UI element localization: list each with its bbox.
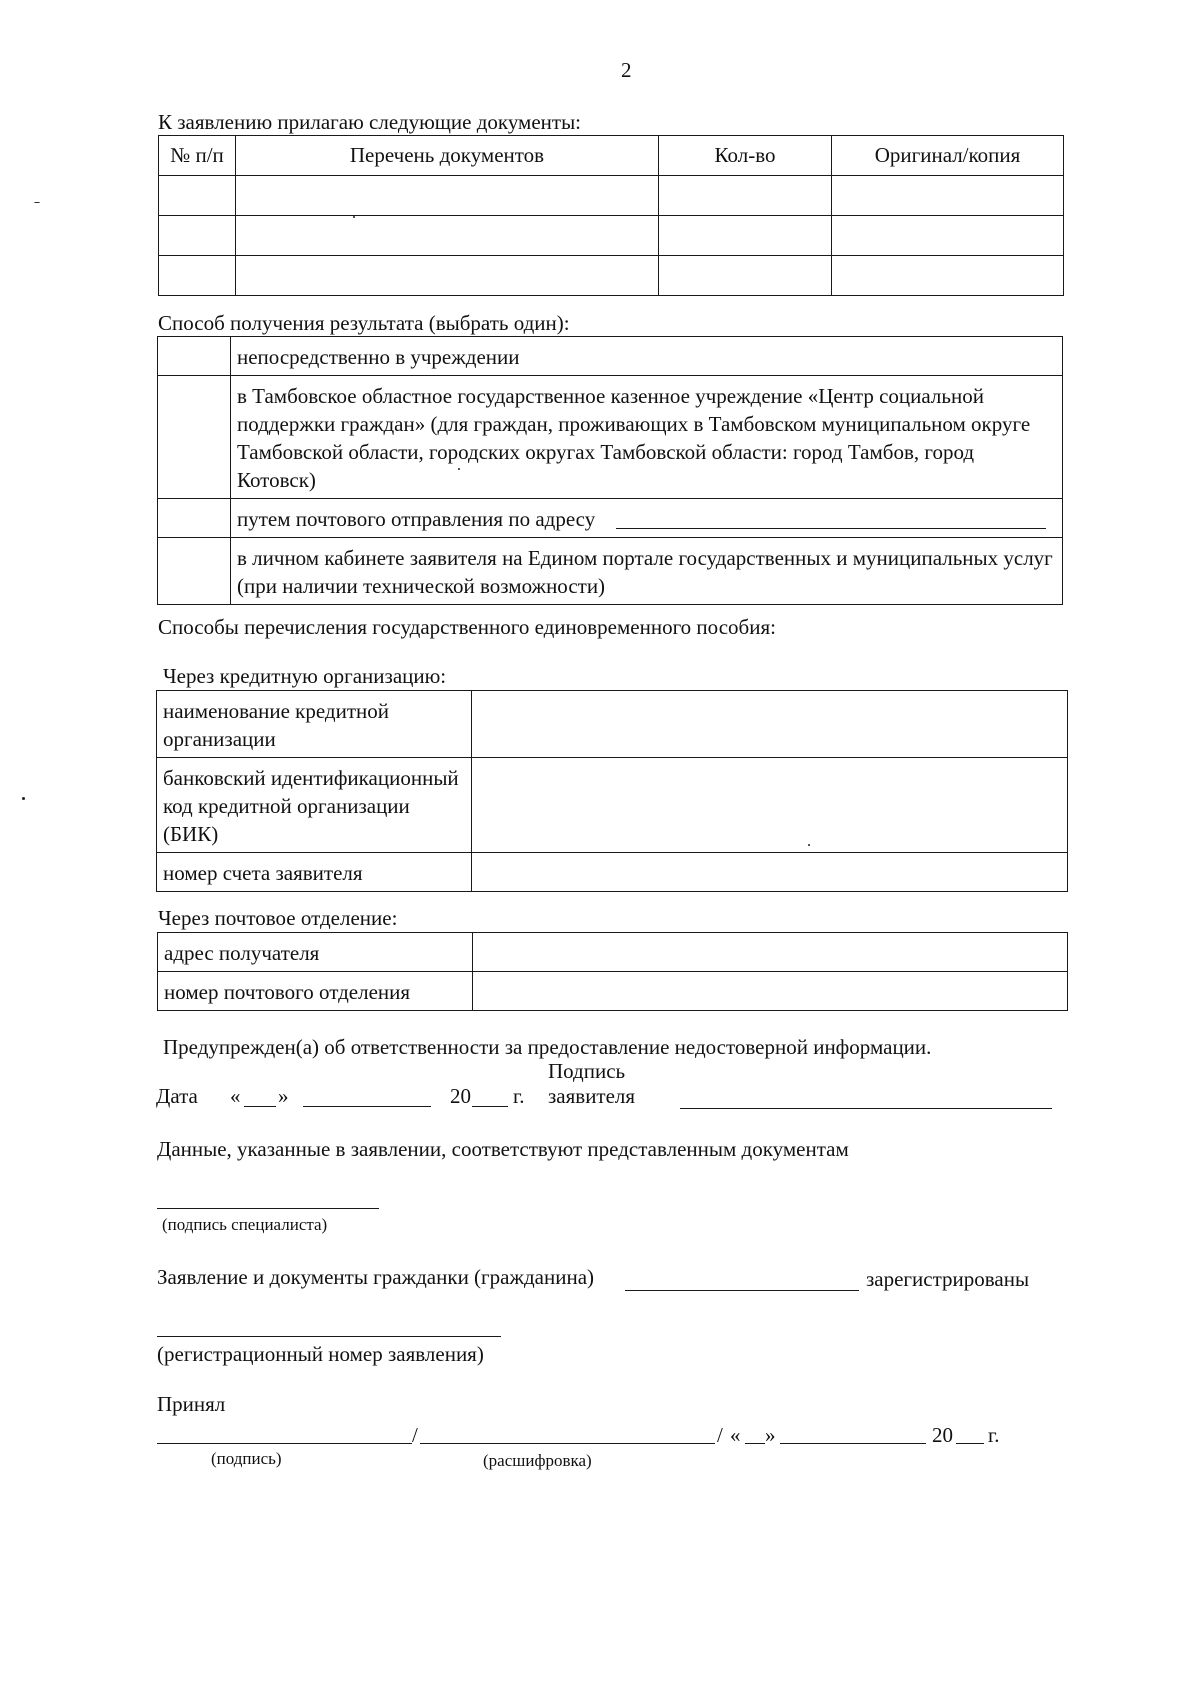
date-label: Дата: [156, 1084, 198, 1108]
post-table: [157, 932, 1068, 1011]
date-year-field[interactable]: [472, 1106, 508, 1107]
bank-heading: Через кредитную организацию:: [163, 664, 447, 688]
cell-original-copy[interactable]: [832, 216, 1064, 256]
scan-speck: [458, 468, 460, 470]
cell-original-copy[interactable]: [832, 256, 1064, 296]
scan-speck: [353, 216, 355, 218]
table-row: [159, 256, 1064, 296]
accepted-slash-1: /: [412, 1423, 418, 1447]
scan-speck: [34, 202, 40, 203]
date-year-suffix: г.: [513, 1084, 525, 1108]
option-checkbox[interactable]: [158, 499, 231, 538]
registration-suffix: зарегистрированы: [866, 1267, 1030, 1291]
result-option: [158, 499, 1063, 538]
cell-number[interactable]: [159, 216, 236, 256]
option-label: путем почтового отправления по адресу: [237, 507, 596, 531]
cell-number[interactable]: [159, 176, 236, 216]
date-day-field[interactable]: [244, 1106, 276, 1107]
result-method-table: [157, 336, 1063, 605]
cell-document[interactable]: [236, 256, 659, 296]
option-label-postal: [231, 499, 1063, 538]
accepted-caption-signature: (подпись): [211, 1449, 282, 1468]
scan-speck: [808, 844, 810, 846]
bank-table: [156, 690, 1068, 892]
documents-header-row: [159, 136, 1064, 176]
accepted-open-quote: «: [730, 1423, 741, 1447]
accepted-year-prefix: 20: [932, 1423, 953, 1447]
recipient-address-value[interactable]: [473, 933, 1068, 972]
bank-row: [157, 691, 1068, 758]
bank-name-label: наименование кредитной организации: [157, 691, 472, 758]
specialist-caption: (подпись специалиста): [162, 1215, 328, 1234]
date-open-quote: «: [230, 1084, 241, 1108]
post-office-number-label: номер почтового отделения: [158, 972, 473, 1011]
post-office-number-value[interactable]: [473, 972, 1068, 1011]
post-row: [158, 933, 1068, 972]
col-number: № п/п: [159, 136, 236, 176]
post-heading: Через почтовое отделение:: [158, 906, 398, 930]
cell-document[interactable]: [236, 216, 659, 256]
col-document-list: Перечень документов: [236, 136, 659, 176]
accepted-label: Принял: [157, 1392, 226, 1416]
option-label: в личном кабинете заявителя на Едином портале государственных и муниципальных услуг (при наличии технической возможности): [231, 538, 1063, 605]
citizen-name-field[interactable]: [625, 1290, 859, 1291]
accepted-year-suffix: г.: [988, 1423, 1000, 1447]
option-checkbox[interactable]: [158, 376, 231, 499]
cell-quantity[interactable]: [659, 176, 832, 216]
option-label: непосредственно в учреждении: [231, 337, 1063, 376]
option-checkbox[interactable]: [158, 337, 231, 376]
date-year-prefix: 20: [450, 1084, 471, 1108]
date-month-field[interactable]: [303, 1106, 431, 1107]
bank-row: [157, 853, 1068, 892]
signature-label-top: Подпись: [548, 1059, 626, 1083]
cell-document[interactable]: [236, 176, 659, 216]
cell-number[interactable]: [159, 256, 236, 296]
documents-heading: К заявлению прилагаю следующие документы:: [158, 110, 582, 134]
cell-original-copy[interactable]: [832, 176, 1064, 216]
accepted-day-field[interactable]: [745, 1443, 765, 1444]
applicant-signature-field[interactable]: [680, 1108, 1052, 1109]
liability-warning: Предупрежден(а) об ответственности за предоставление недостоверной информации.: [163, 1035, 932, 1059]
account-number-label: номер счета заявителя: [157, 853, 472, 892]
post-row: [158, 972, 1068, 1011]
page-number: 2: [621, 58, 632, 82]
registration-number-caption: (регистрационный номер заявления): [157, 1342, 484, 1366]
documents-table: [158, 135, 1064, 296]
accepted-decoding-field[interactable]: [420, 1443, 715, 1444]
postal-address-line[interactable]: [616, 528, 1046, 529]
registration-number-field[interactable]: [157, 1336, 501, 1337]
verification-text: Данные, указанные в заявлении, соответствуют представленным документам: [157, 1137, 849, 1161]
cell-quantity[interactable]: [659, 256, 832, 296]
col-quantity: Кол-во: [659, 136, 832, 176]
col-original-copy: Оригинал/копия: [832, 136, 1064, 176]
option-checkbox[interactable]: [158, 538, 231, 605]
accepted-slash-2: /: [717, 1423, 723, 1447]
registration-text: Заявление и документы гражданки (гражданина): [157, 1265, 595, 1289]
accepted-caption-decoding: (расшифровка): [483, 1451, 592, 1470]
accepted-year-field[interactable]: [956, 1443, 984, 1444]
result-option: [158, 376, 1063, 499]
table-row: [159, 216, 1064, 256]
accepted-signature-field[interactable]: [157, 1443, 412, 1444]
specialist-signature-field[interactable]: [157, 1208, 379, 1209]
result-option: [158, 538, 1063, 605]
result-method-heading: Способ получения результата (выбрать один):: [158, 311, 570, 335]
accepted-month-field[interactable]: [780, 1443, 926, 1444]
cell-quantity[interactable]: [659, 216, 832, 256]
bik-label: банковский идентификационный код кредитной организации (БИК): [157, 758, 472, 853]
accepted-close-quote: »: [765, 1423, 776, 1447]
signature-label-bottom: заявителя: [548, 1084, 636, 1108]
bank-row: [157, 758, 1068, 853]
recipient-address-label: адрес получателя: [158, 933, 473, 972]
table-row: [159, 176, 1064, 216]
scan-speck: [22, 797, 25, 800]
account-number-value[interactable]: [472, 853, 1068, 892]
bik-value[interactable]: [472, 758, 1068, 853]
date-close-quote: »: [278, 1084, 289, 1108]
bank-name-value[interactable]: [472, 691, 1068, 758]
option-label: в Тамбовское областное государственное казенное учреждение «Центр социальной поддержки граждан» (для граждан, проживающих в Тамбовском муниципальном округе Тамбовской области, городских округах Тамбовской области: город Тамбов, город Котовск): [231, 376, 1063, 499]
result-option: [158, 337, 1063, 376]
payment-heading: Способы перечисления государственного единовременного пособия:: [158, 615, 776, 639]
